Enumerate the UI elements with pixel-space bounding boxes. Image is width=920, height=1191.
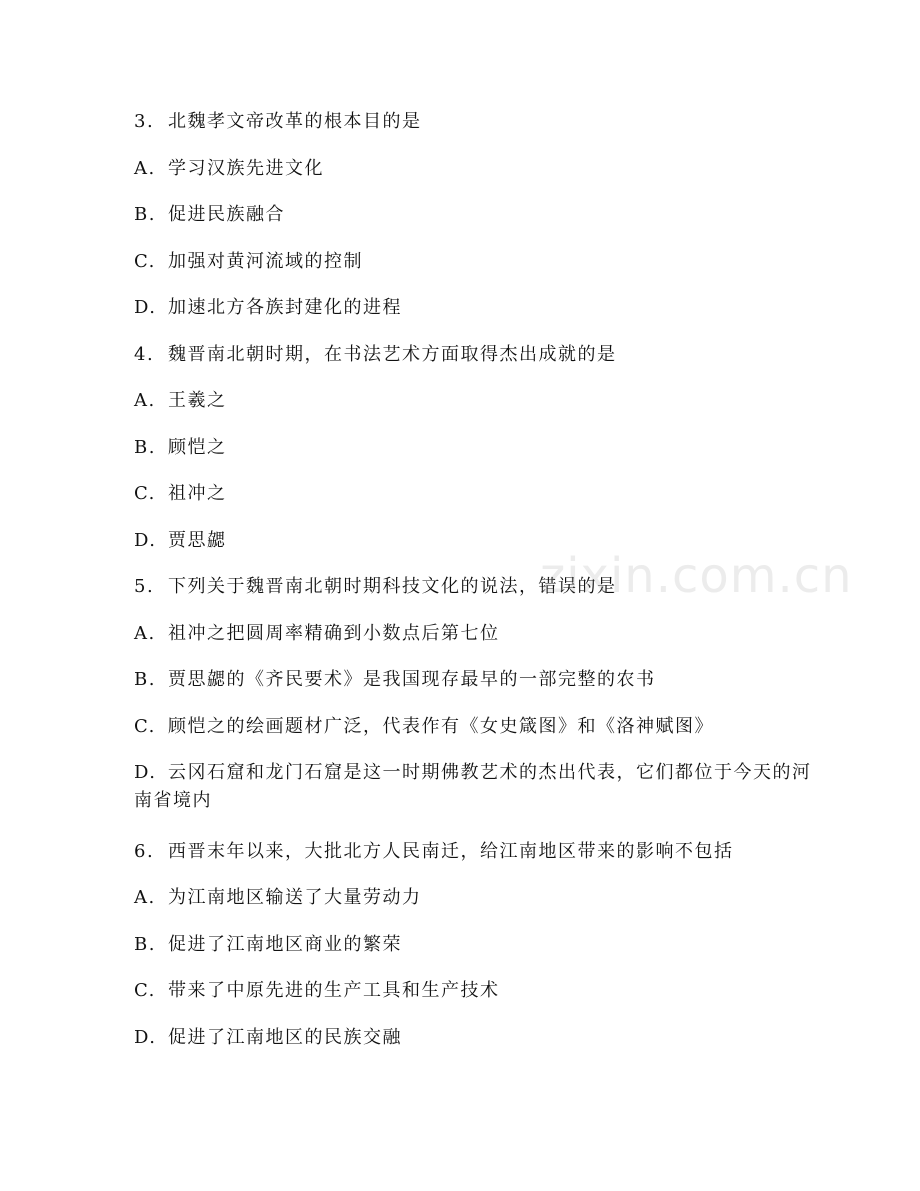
option-text: 加强对黄河流域的控制 [168,251,363,272]
option-text: 顾恺之 [168,437,227,458]
option-label: B. [134,437,156,458]
question-3-stem [134,108,814,136]
option-label: D. [134,1027,157,1048]
option-label: A. [134,623,156,644]
option-label: B. [134,934,156,955]
option-text: 顾恺之的绘画题材广泛，代表作有《女史箴图》和《洛神赋图》 [168,716,714,737]
option-text: 贾思勰 [168,530,227,551]
option-label: D. [134,530,157,551]
question-6-stem [134,838,814,866]
question-6-option-c [134,977,814,1005]
option-text: 王羲之 [168,390,227,411]
option-label: C. [134,251,156,272]
option-text: 带来了中原先进的生产工具和生产技术 [168,980,500,1001]
watermark: zixin.com.cn [540,548,853,604]
option-label: B. [134,669,156,690]
question-5-option-c [134,713,814,741]
question-3-option-d [134,294,814,322]
option-text: 贾思勰的《齐民要术》是我国现存最早的一部完整的农书 [168,669,656,690]
option-text: 促进了江南地区商业的繁荣 [168,934,402,955]
option-label: C. [134,716,156,737]
question-number: 4. [134,344,155,365]
question-6-option-a [134,884,814,912]
option-label: B. [134,204,156,225]
question-3-option-c [134,248,814,276]
question-text: 北魏孝文帝改革的根本目的是 [168,111,422,132]
option-text: 为江南地区输送了大量劳动力 [168,887,422,908]
question-text: 西晋末年以来，大批北方人民南迁，给江南地区带来的影响不包括 [168,841,734,862]
question-4-stem [134,341,814,369]
option-text: 加速北方各族封建化的进程 [168,297,402,318]
question-3-option-a [134,155,814,183]
option-label: D. [134,297,157,318]
question-5-option-a [134,620,814,648]
question-4-option-a [134,387,814,415]
option-text: 促进了江南地区的民族交融 [168,1027,402,1048]
option-text: 祖冲之把圆周率精确到小数点后第七位 [168,623,500,644]
option-text: 云冈石窟和龙门石窟是这一时期佛教艺术的杰出代表，它们都位于今天的河南省境内 [134,762,812,811]
question-text: 下列关于魏晋南北朝时期科技文化的说法，错误的是 [168,576,617,597]
option-label: C. [134,980,156,1001]
option-text: 学习汉族先进文化 [168,158,324,179]
question-number: 6. [134,841,155,862]
question-6-option-d [134,1024,814,1052]
question-number: 3. [134,111,155,132]
question-text: 魏晋南北朝时期，在书法艺术方面取得杰出成就的是 [168,344,617,365]
question-4-option-b [134,434,814,462]
question-number: 5. [134,576,155,597]
question-5-option-b [134,666,814,694]
option-label: C. [134,483,156,504]
option-label: A. [134,390,156,411]
question-6-option-b [134,931,814,959]
option-text: 祖冲之 [168,483,227,504]
question-5-option-d [134,759,814,815]
question-3-option-b [134,201,814,229]
option-label: A. [134,158,156,179]
option-label: A. [134,887,156,908]
question-4-option-c [134,480,814,508]
option-label: D. [134,762,157,783]
option-text: 促进民族融合 [168,204,285,225]
